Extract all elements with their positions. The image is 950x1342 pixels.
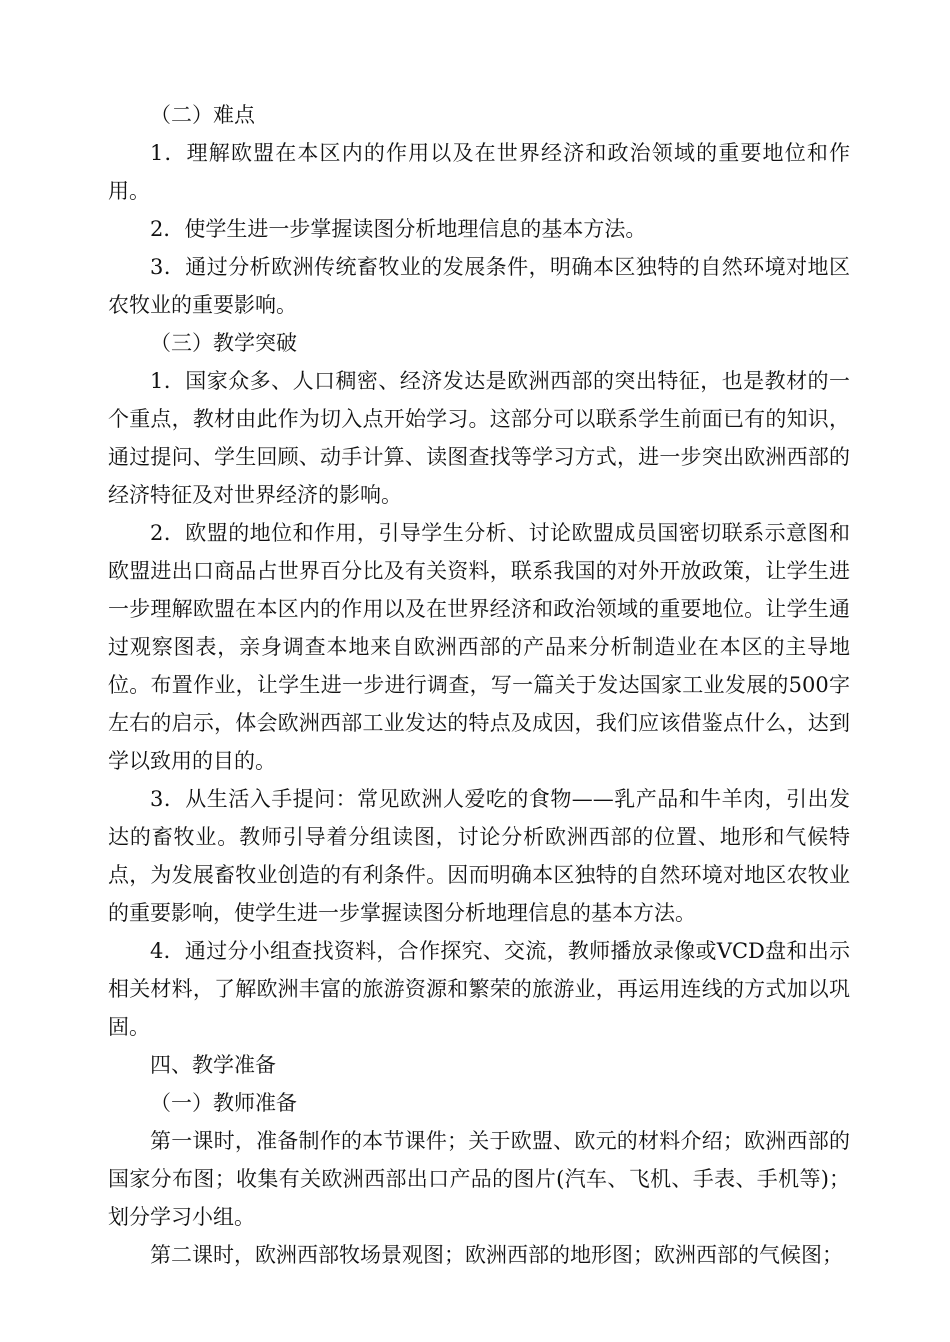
section-heading-difficulties: （二）难点: [150, 103, 255, 127]
paragraph: 4．通过分小组查找资料，合作探究、交流，教师播放录像或VCD盘和出示相关材料，了解欧洲丰富的旅游资源和繁荣的旅游业，再运用连线的方式加以巩固。: [108, 939, 850, 1039]
paragraph: 2．欧盟的地位和作用，引导学生分析、讨论欧盟成员国密切联系示意图和欧盟进出口商品占世界百分比及有关资料，联系我国的对外开放政策，让学生进一步理解欧盟在本区内的作用以及在世界经济和政治领域的重要地位。让学生通过观察图表，亲身调查本地来自欧洲西部的产品来分析制造业在本区的主导地位。布置作业，让学生进一步进行调查，写一篇关于发达国家工业发展的500字左右的启示，体会欧洲西部工业发达的特点及成因，我们应该借鉴点什么，达到学以致用的目的。: [108, 521, 850, 773]
paragraph: 1．国家众多、人口稠密、经济发达是欧洲西部的突出特征，也是教材的一个重点，教材由此作为切入点开始学习。这部分可以联系学生前面已有的知识，通过提问、学生回顾、动手计算、读图查找等学习方式，进一步突出欧洲西部的经济特征及对世界经济的影响。: [108, 369, 850, 507]
document-body: [108, 96, 850, 1274]
paragraph: 1．理解欧盟在本区内的作用以及在世界经济和政治领域的重要地位和作用。: [108, 141, 850, 203]
section-heading-teacher-preparation: （一）教师准备: [150, 1091, 297, 1115]
section-heading-teaching-breakthrough: （三）教学突破: [150, 331, 297, 355]
paragraph: 第二课时，欧洲西部牧场景观图；欧洲西部的地形图；欧洲西部的气候图；: [150, 1243, 843, 1267]
paragraph: 2．使学生进一步掌握读图分析地理信息的基本方法。: [150, 217, 647, 241]
paragraph: 3．通过分析欧洲传统畜牧业的发展条件，明确本区独特的自然环境对地区农牧业的重要影响。: [108, 255, 850, 317]
paragraph: 3．从生活入手提问：常见欧洲人爱吃的食物——乳产品和牛羊肉，引出发达的畜牧业。教师引导着分组读图，讨论分析欧洲西部的位置、地形和气候特点，为发展畜牧业创造的有利条件。因而明确本区独特的自然环境对地区农牧业的重要影响，使学生进一步掌握读图分析地理信息的基本方法。: [108, 787, 850, 925]
paragraph: 第一课时，准备制作的本节课件；关于欧盟、欧元的材料介绍；欧洲西部的国家分布图；收集有关欧洲西部出口产品的图片(汽车、飞机、手表、手机等)；划分学习小组。: [108, 1129, 850, 1229]
section-heading-teaching-preparation: 四、教学准备: [150, 1053, 276, 1077]
